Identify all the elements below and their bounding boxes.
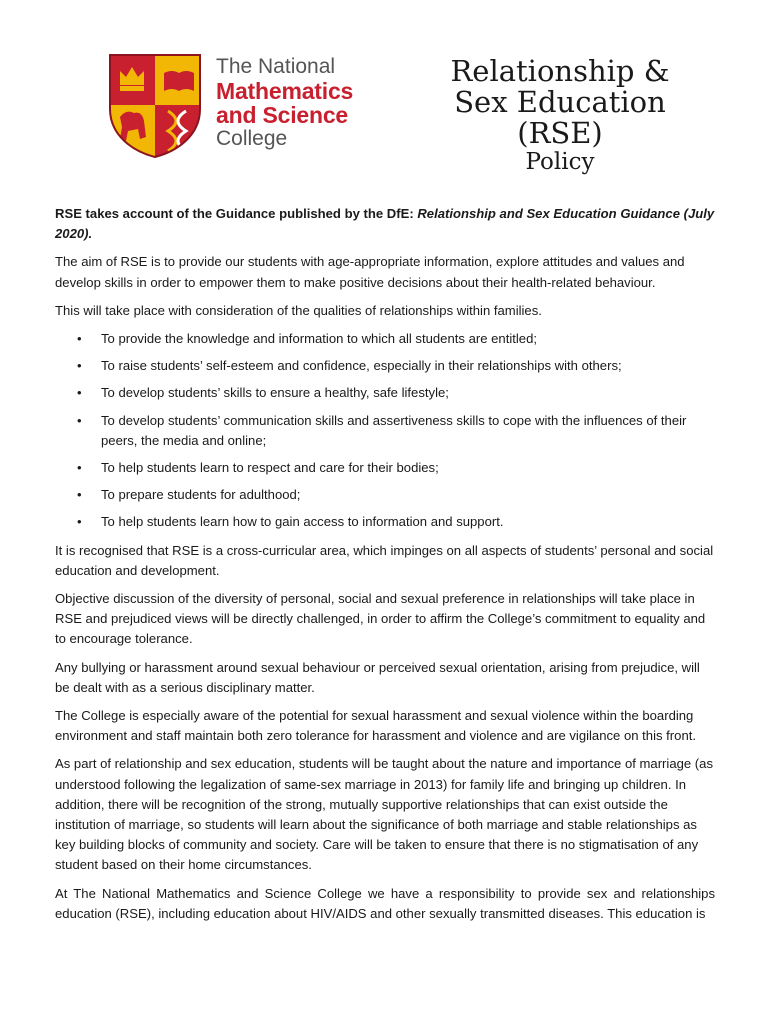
list-item-text: To help students learn to respect and care for their bodies; [101, 460, 439, 476]
college-crest-icon [106, 51, 204, 159]
consideration-paragraph: This will take place with consideration of the qualities of relationships within families. [55, 302, 542, 318]
bullet-icon: • [77, 487, 82, 503]
college-logo [106, 51, 396, 161]
list-item [55, 329, 715, 349]
list-item [55, 383, 715, 403]
college-name-line: The National [216, 55, 336, 78]
bullet-icon: • [77, 385, 82, 401]
bullet-icon: • [77, 331, 82, 347]
bullet-icon: • [77, 514, 82, 530]
list-item-text: To prepare students for adulthood; [101, 487, 301, 503]
aims-list [55, 329, 715, 533]
bullet-icon: • [77, 358, 82, 374]
list-item [55, 512, 715, 532]
policy-body [55, 204, 715, 932]
bullet-icon: • [77, 412, 82, 428]
body-paragraph: The College is especially aware of the potential for sexual harassment and sexual violence within the boarding environment and staff maintain both zero tolerance for harassment and violence and are vigilance on this front. [55, 708, 696, 744]
list-item-text: To develop students’ skills to ensure a healthy, safe lifestyle; [101, 385, 449, 401]
body-paragraph: As part of relationship and sex education, students will be taught about the nature and importance of marriage (as understood following the legalization of same-sex marriage in 2013) for family life and bringing up children. In addition, there will be recognition of the strong, mutually supportive relationships that can exist outside the institution of marriage, so students will learn about the significance of both marriage and stable relationships as key building blocks of community and society. Care will be taken to ensure that there is no stigmatisation of any student based on their home circumstances. [55, 756, 713, 873]
guidance-title: Relationship and Sex Education Guidance (July 2020). [55, 206, 715, 242]
guidance-text: RSE takes account of the Guidance published by the DfE: [55, 206, 418, 221]
list-item-text: To develop students’ communication skills and assertiveness skills to cope with the influences of their peers, the media and online; [101, 412, 687, 448]
title-line: Sex Education [454, 85, 666, 119]
body-paragraph: At The National Mathematics and Science College we have a responsibility to provide sex and relationships education (RSE), including education about HIV/AIDS and other sexually transmitted diseases. This education is [55, 885, 715, 921]
list-item-text: To provide the knowledge and information to which all students are entitled; [101, 331, 537, 347]
body-paragraph: It is recognised that RSE is a cross-curricular area, which impinges on all aspects of students’ personal and social education and development. [55, 542, 714, 578]
bullet-icon: • [77, 460, 82, 476]
title-subtitle: Policy [525, 149, 595, 175]
list-item [55, 485, 715, 505]
college-name-line: and Science [216, 102, 349, 128]
aim-paragraph: The aim of RSE is to provide our students with age-appropriate information, explore attitudes and values and develop skills in order to empower them to make positive decisions about their health-related behaviour. [55, 254, 685, 290]
document-title [430, 56, 690, 175]
list-item [55, 356, 715, 376]
list-item-text: To raise students’ self-esteem and confidence, especially in their relationships with others; [101, 358, 622, 374]
title-line: Relationship & [450, 54, 670, 88]
list-item-text: To help students learn how to gain access to information and support. [101, 514, 504, 530]
body-paragraph: Objective discussion of the diversity of personal, social and sexual preference in relationships will take place in RSE and prejudiced views will be directly challenged, in order to affirm the College’s commitment to equality and to encourage tolerance. [55, 591, 706, 647]
list-item [55, 458, 715, 478]
guidance-reference [55, 204, 715, 244]
body-paragraph: Any bullying or harassment around sexual behaviour or perceived sexual orientation, arising from prejudice, will be dealt with as a serious disciplinary matter. [55, 659, 700, 695]
college-name [216, 55, 353, 151]
list-item [55, 411, 715, 451]
college-name-line: Mathematics [216, 78, 354, 104]
college-name-line: College [216, 127, 288, 150]
title-line: (RSE) [517, 116, 603, 150]
